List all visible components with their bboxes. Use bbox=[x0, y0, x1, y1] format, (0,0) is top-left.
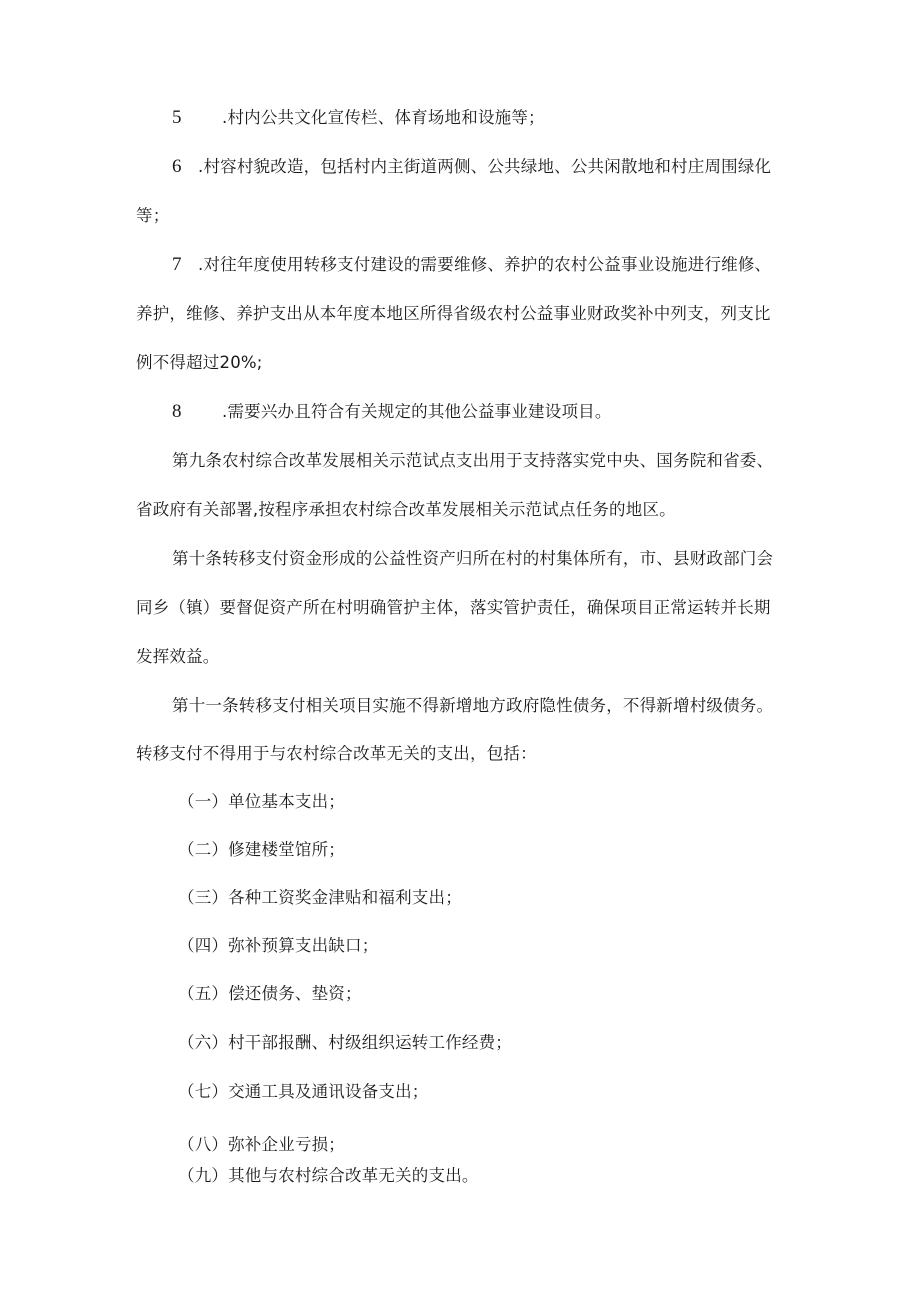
article-11-continuation: 转移支付不得用于与农村综合改革无关的支出，包括： bbox=[136, 744, 537, 763]
list-item-7-continuation: 例不得超过20%; bbox=[136, 353, 263, 372]
list-item-6-continuation: 等； bbox=[136, 206, 170, 225]
item-number: 5 bbox=[172, 107, 182, 128]
exclusion-item: （一）单位基本支出； bbox=[178, 792, 345, 811]
article-10-continuation: 发挥效益。 bbox=[136, 647, 220, 666]
item-number: 6 bbox=[172, 156, 182, 177]
item-text: .需要兴办且符合有关规定的其他公益事业建设项目。 bbox=[222, 402, 612, 421]
exclusion-item: （七）交通工具及通讯设备支出； bbox=[178, 1082, 429, 1101]
list-item-8 bbox=[172, 400, 612, 424]
exclusion-item: （六）村干部报酬、村级组织运转工作经费； bbox=[178, 1033, 512, 1052]
list-item-7 bbox=[172, 253, 771, 277]
list-item-6 bbox=[172, 155, 771, 179]
article-9-continuation: 省政府有关部署,按程序承担农村综合改革发展相关示范试点任务的地区。 bbox=[136, 500, 676, 519]
item-text: .对往年度使用转移支付建设的需要维修、养护的农村公益事业设施进行维修、 bbox=[198, 255, 772, 274]
item-number: 8 bbox=[172, 401, 182, 422]
list-item-7-continuation: 养护，维修、养护支出从本年度本地区所得省级农村公益事业财政奖补中列支，列支比 bbox=[136, 304, 771, 323]
list-item-5 bbox=[172, 106, 545, 130]
item-text: .村容村貌改造，包括村内主街道两侧、公共绿地、公共闲散地和村庄周围绿化 bbox=[198, 157, 772, 176]
article-10-continuation: 同乡（镇）要督促资产所在村明确管护主体，落实管护责任，确保项目正常运转并长期 bbox=[136, 598, 771, 617]
exclusion-item: （三）各种工资奖金津贴和福利支出； bbox=[178, 888, 462, 907]
exclusion-item: （五）偿还债务、垫资； bbox=[178, 984, 362, 1003]
exclusion-item: （二）修建楼堂馆所； bbox=[178, 840, 345, 859]
exclusion-item: （九）其他与农村综合改革无关的支出。 bbox=[178, 1166, 479, 1185]
article-10: 第十条转移支付资金形成的公益性资产归所在村的村集体所有，市、县财政部门会 bbox=[172, 549, 774, 568]
article-11: 第十一条转移支付相关项目实施不得新增地方政府隐性债务，不得新增村级债务。 bbox=[172, 696, 774, 715]
item-number: 7 bbox=[172, 254, 182, 275]
exclusion-item: （四）弥补预算支出缺口； bbox=[178, 936, 379, 955]
exclusion-item: （八）弥补企业亏损； bbox=[178, 1135, 345, 1154]
item-text: .村内公共文化宣传栏、体育场地和设施等； bbox=[222, 108, 545, 127]
article-9: 第九条农村综合改革发展相关示范试点支出用于支持落实党中央、国务院和省委、 bbox=[172, 451, 774, 470]
